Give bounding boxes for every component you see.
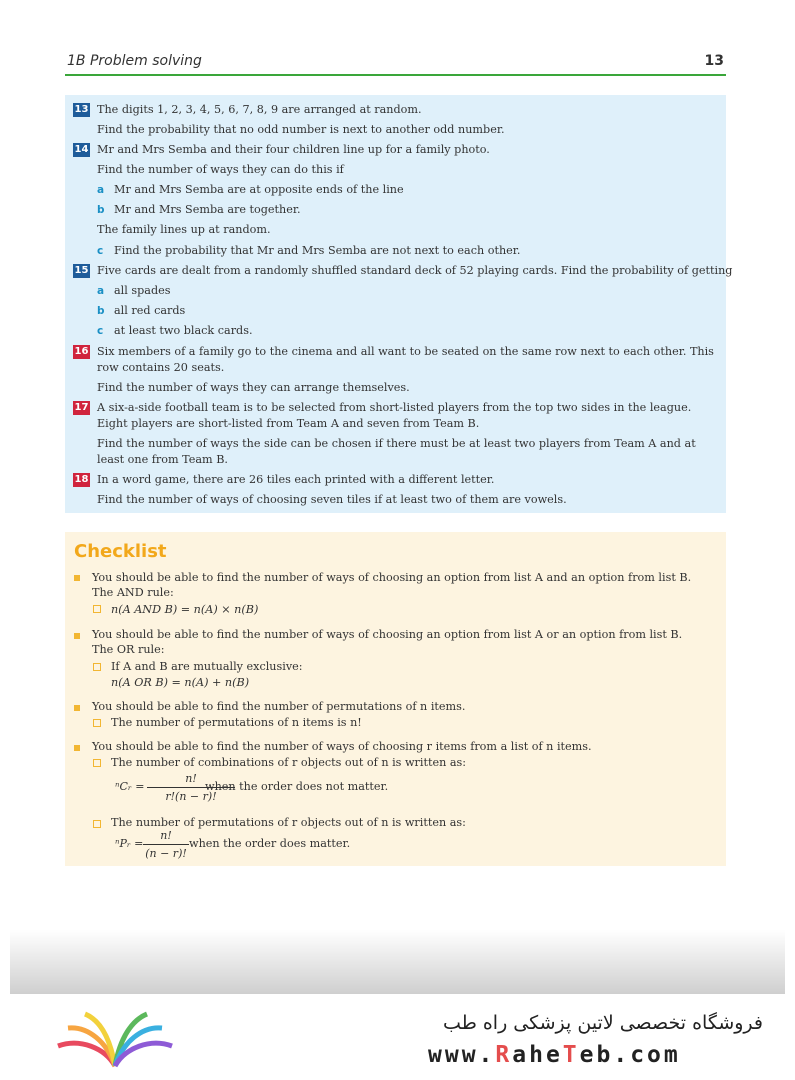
question-text: Mr and Mrs Semba and their four children line up for a family photo. (97, 143, 490, 156)
part-label: b (97, 305, 105, 317)
sub-bullet-icon (93, 820, 101, 828)
checklist-subitem: The number of combinations of r objects out of n is written as: (111, 756, 467, 769)
formula-lhs: ⁿPᵣ = (115, 837, 144, 850)
question-text: Find the probability that no odd number is next to another odd number. (97, 123, 505, 136)
sub-bullet-icon (93, 605, 101, 613)
checklist-title: Checklist (74, 541, 167, 562)
question-number: 16 (74, 346, 89, 357)
checklist-subitem: If A and B are mutually exclusive: (111, 660, 303, 673)
part-label: a (97, 285, 105, 297)
url-part: eb.com (579, 1042, 681, 1068)
formula-numerator: n! (185, 772, 197, 785)
question-text: Six members of a family go to the cinema and all want to be seated on the same row next to each other. This row contains 20 seats. (97, 345, 714, 374)
question-number: 15 (74, 265, 89, 276)
question-text: Find the number of ways they can arrange themselves. (97, 381, 410, 394)
sub-bullet-icon (93, 719, 101, 727)
store-name: فروشگاه تخصصی لاتین پزشکی راه طب (443, 1012, 763, 1034)
url-part: www. (428, 1042, 496, 1068)
formula-text: when the order does not matter. (205, 780, 389, 793)
question-text: In a word game, there are 26 tiles each printed with a different letter. (97, 473, 495, 486)
part-text: at least two black cards. (114, 324, 253, 337)
checklist-item: The AND rule: (92, 586, 174, 599)
checklist-item: You should be able to find the number of ways of choosing an option from list A or an option from list B. (92, 628, 683, 641)
formula-numerator: n! (160, 829, 172, 842)
part-label: a (97, 184, 105, 196)
checklist-subitem: The number of permutations of n items is n! (111, 716, 362, 729)
part-text: Mr and Mrs Semba are together. (114, 203, 301, 216)
bullet-icon (74, 745, 80, 751)
url-part: ahe (512, 1042, 563, 1068)
section-title: 1B Problem solving (67, 53, 202, 69)
page-header (65, 52, 726, 76)
url-part: T (562, 1042, 580, 1068)
question-number: 13 (74, 104, 89, 115)
question-text: Five cards are dealt from a randomly shuffled standard deck of 52 playing cards. Find the probability of getting (97, 264, 733, 277)
question-number: 14 (74, 144, 89, 155)
checklist-formula: n(A AND B) = n(A) × n(B) (111, 603, 259, 616)
footer-shade (10, 930, 785, 994)
checklist-subitem: The number of permutations of r objects out of n is written as: (111, 816, 466, 829)
checklist-formula: n(A OR B) = n(A) + n(B) (111, 676, 250, 689)
question-text: The family lines up at random. (97, 223, 271, 236)
part-label: c (97, 325, 104, 337)
formula-text: when the order does matter. (189, 837, 351, 850)
bullet-icon (74, 705, 80, 711)
sub-bullet-icon (93, 663, 101, 671)
question-text: Find the number of ways the side can be chosen if there must be at least two players from Team A and at least one from Team B. (97, 437, 696, 466)
question-text: Find the number of ways they can do this if (97, 163, 344, 176)
bullet-icon (74, 575, 80, 581)
formula-lhs: ⁿCᵣ = (115, 780, 145, 793)
formula-denominator: r!(n − r)! (165, 790, 217, 803)
question-text: The digits 1, 2, 3, 4, 5, 6, 7, 8, 9 are arranged at random. (97, 103, 422, 116)
checklist-item: You should be able to find the number of ways of choosing r items from a list of n items. (92, 740, 592, 753)
formula-denominator: (n − r)! (145, 847, 187, 860)
exercise-box (65, 95, 733, 513)
part-text: all red cards (114, 304, 186, 317)
part-text: Mr and Mrs Semba are at opposite ends of the line (114, 183, 404, 196)
book-logo-icon (50, 1008, 180, 1070)
page-number: 13 (704, 53, 724, 69)
checklist-item: You should be able to find the number of ways of choosing an option from list A and an option from list B. (92, 571, 692, 584)
url-part: R (495, 1042, 513, 1068)
checklist-item: The OR rule: (92, 643, 165, 656)
checklist-item: You should be able to find the number of permutations of n items. (92, 700, 466, 713)
question-text: Find the number of ways of choosing seven tiles if at least two of them are vowels. (97, 493, 567, 506)
store-url[interactable] (428, 1042, 681, 1068)
question-number: 18 (74, 474, 89, 485)
bullet-icon (74, 633, 80, 639)
part-label: c (97, 245, 104, 257)
part-text: Find the probability that Mr and Mrs Semba are not next to each other. (114, 244, 521, 257)
checklist-box (65, 532, 726, 866)
question-number: 17 (74, 402, 89, 413)
sub-bullet-icon (93, 759, 101, 767)
fraction-bar (143, 844, 189, 845)
question-text: Eight players are short-listed from Team A and seven from Team B. (97, 417, 480, 430)
part-label: b (97, 204, 105, 216)
question-text: A six-a-side football team is to be selected from short-listed players from the top two sides in the league. (97, 401, 692, 414)
part-text: all spades (114, 284, 171, 297)
